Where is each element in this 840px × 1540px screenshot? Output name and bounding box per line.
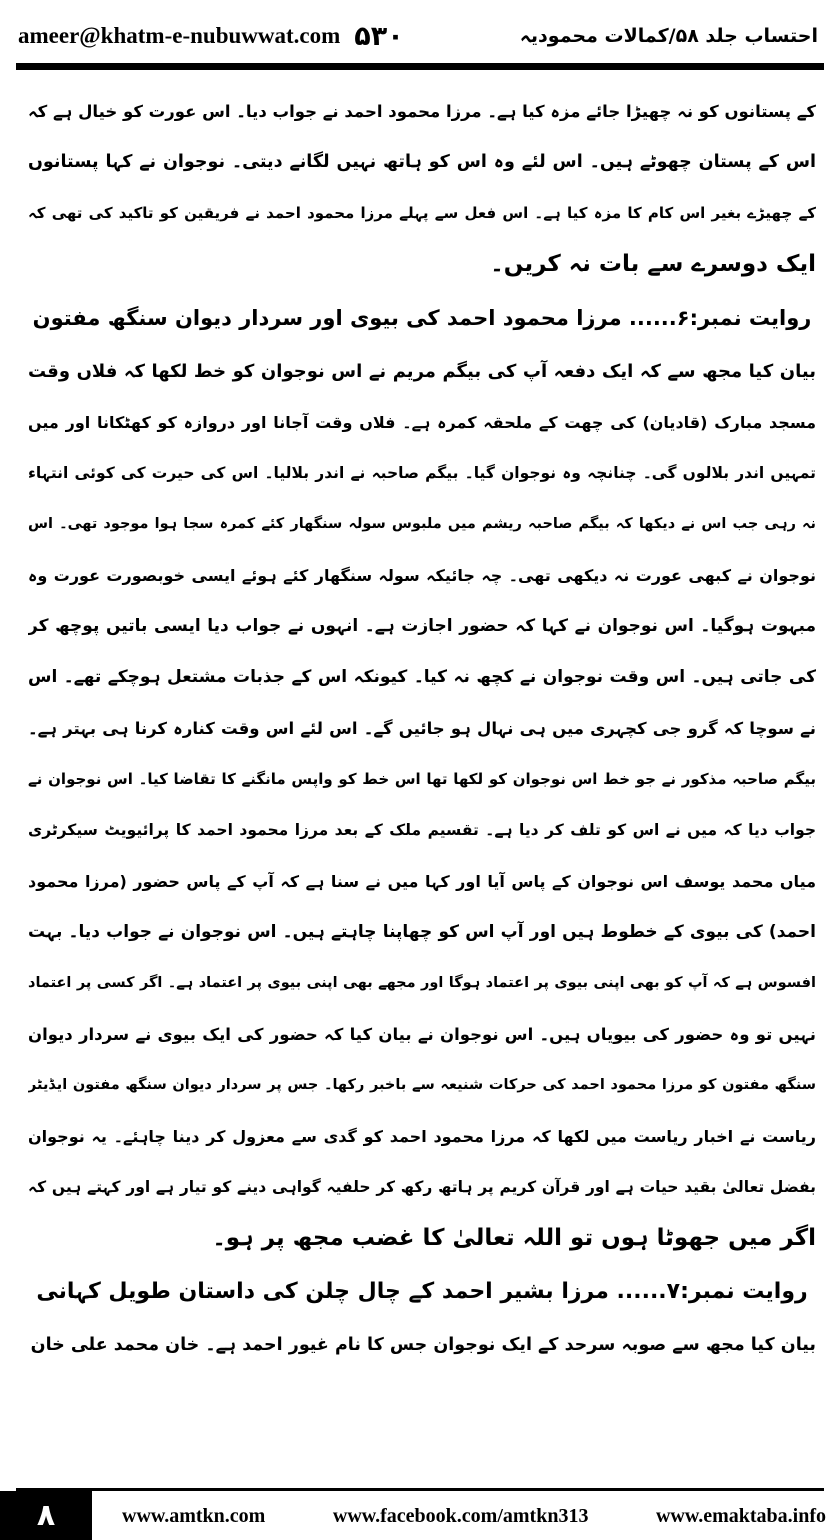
text-line: ایک دوسرے سے بات نہ کریں۔ <box>490 251 816 277</box>
text-line: میاں محمد یوسف اس نوجوان کے پاس آیا اور کہا میں نے سنا ہے کہ آپ کے پاس حضور (مرزا محمود <box>28 872 816 891</box>
text-line: اگر میں جھوٹا ہوں تو اللہ تعالیٰ کا غضب مجھ پر ہو۔ <box>212 1225 816 1251</box>
text-line: بیان کیا مجھ سے صوبہ سرحد کے ایک نوجوان جس کا نام غیور احمد ہے۔ خان محمد علی خان <box>30 1335 816 1355</box>
text-line: نہ رہی جب اس نے دیکھا کہ بیگم صاحبہ ریشم میں ملبوس سولہ سنگھار کئے کمرہ سجا ہوا موجود تھی۔ اس <box>28 516 816 532</box>
text-line: ریاست نے اخبار ریاست میں لکھا کہ مرزا محمود احمد کو گدی سے معزول کر دینا چاہئے۔ یہ نوجوان <box>28 1127 816 1146</box>
text-line: مبہوت ہوگیا۔ اس نوجوان نے کہا کہ حضور اجازت ہے۔ انہوں نے جواب دیا ایسی باتیں پوچھ کر <box>28 616 816 636</box>
running-title: احتساب جلد ۵۸/کمالات محمودیہ <box>519 25 818 47</box>
header-page-number: ۵۳۰ <box>354 20 404 52</box>
text-line: نے سوچا کہ گرو جی کچہری میں ہی نہال ہو جائیں گے۔ اس لئے اس وقت کنارہ کرنا ہی بہتر ہے۔ <box>28 719 816 738</box>
text-line: افسوس ہے کہ آپ کو بھی اپنی بیوی پر اعتماد ہوگا اور مجھے بھی اپنی بیوی پر اعتماد ہے۔ اگر کسی پر اعتماد <box>28 975 816 991</box>
text-line: مسجد مبارک (قادیان) کی چھت کے ملحقہ کمرہ ہے۔ فلاں وقت آجانا اور دروازہ کو کھٹکانا اور میں <box>28 413 816 432</box>
text-line: نہیں تو وہ حضور کی بیویاں ہیں۔ اس نوجوان نے بیان کیا کہ حضور کی ایک بیوی نے سردار دیوان <box>28 1025 816 1044</box>
text-line: نوجوان نے کبھی عورت نہ دیکھی تھی۔ چہ جائیکہ سولہ سنگھار کئے ہوئے ایسی خوبصورت عورت وہ <box>28 566 816 585</box>
page-header <box>18 14 818 58</box>
text-line: کی جاتی ہیں۔ اس وقت نوجوان نے کچھ نہ کیا۔ کیونکہ اس کے جذبات مشتعل ہوچکے تھے۔ اس <box>28 667 816 687</box>
header-email[interactable]: ameer@khatm-e-nubuwwat.com <box>18 23 341 48</box>
text-line: کے پستانوں کو نہ چھیڑا جائے مزہ کیا ہے۔ مرزا محمود احمد نے جواب دیا۔ اس عورت کو خیال ہے کہ <box>28 102 816 121</box>
footer-link-emaktaba[interactable]: www.emaktaba.info <box>655 1504 826 1527</box>
footer-link-amtkn[interactable]: www.amtkn.com <box>122 1504 266 1527</box>
section-heading-7: روایت نمبر:۷...... مرزا بشیر احمد کے چال چلن کی داستان طویل کہانی <box>36 1279 808 1304</box>
text-line: جواب دیا کہ میں نے اس کو تلف کر دیا ہے۔ تقسیم ملک کے بعد مرزا محمود احمد کا پرائیویٹ سیکرٹری <box>28 821 816 839</box>
header-left <box>18 21 404 52</box>
section-heading-6: روایت نمبر:۶...... مرزا محمود احمد کی بیوی اور سردار دیوان سنگھ مفتون <box>32 306 812 330</box>
footer-page-number: ۸ <box>0 1491 92 1540</box>
text-line: کے چھیڑے بغیر اس کام کا مزہ کیا ہے۔ اس فعل سے پہلے مرزا محمود احمد نے فریقین کو تاکید کی تھی کہ <box>28 204 816 222</box>
text-line: سنگھ مفتون کو مرزا محمود احمد کی حرکات شنیعہ سے باخبر رکھا۔ جس پر سردار دیوان سنگھ مفتون ایڈیٹر <box>28 1077 816 1093</box>
footer-links <box>122 1495 826 1537</box>
text-line: بیگم صاحبہ مذکور نے جو خط اس نوجوان کو لکھا تھا اس خط کو واپس مانگنے کا تقاضا کیا۔ اس نوجوان نے <box>28 770 816 788</box>
page-body <box>28 86 816 1371</box>
text-line: بفضل تعالیٰ بقید حیات ہے اور قرآن کریم پر ہاتھ رکھ کر حلفیہ گواہی دینے کو تیار ہے اور کہتے ہیں کہ <box>28 1178 816 1196</box>
text-line: اس کے پستان چھوٹے ہیں۔ اس لئے وہ اس کو ہاتھ نہیں لگانے دیتی۔ نوجوان نے کہا پستانوں <box>28 152 816 172</box>
text-line: تمہیں اندر بلالوں گی۔ چنانچہ وہ نوجوان گیا۔ بیگم صاحبہ نے اندر بلالیا۔ اس کی حیرت کی کوئی انتہاء <box>28 464 816 482</box>
header-rule <box>16 63 824 70</box>
footer-rule <box>16 1488 824 1491</box>
text-line: احمد) کی بیوی کے خطوط ہیں اور آپ اس کو چھاپنا چاہتے ہیں۔ اس نوجوان نے جواب دیا۔ بہت <box>28 922 816 942</box>
footer-link-facebook[interactable]: www.facebook.com/amtkn313 <box>332 1504 589 1527</box>
text-line: بیان کیا مجھ سے کہ ایک دفعہ آپ کی بیگم مریم نے اس نوجوان کو خط لکھا کہ فلاں وقت <box>28 361 816 382</box>
